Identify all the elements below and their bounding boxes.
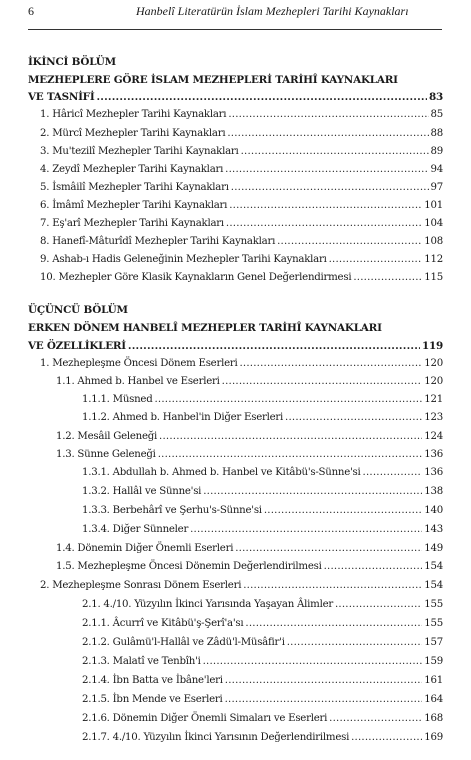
page-ref: 85 bbox=[430, 109, 443, 120]
toc-entry[interactable] bbox=[82, 467, 443, 478]
toc-entry-title: 1.4. Dönemin Diğer Önemli Eserleri bbox=[56, 543, 234, 554]
page-ref: 136 bbox=[424, 467, 443, 478]
page-ref: 161 bbox=[424, 675, 443, 686]
toc-entry[interactable] bbox=[40, 272, 443, 283]
toc-entry-title: 2.1.4. İbn Batta ve İbâne'leri bbox=[82, 675, 223, 686]
toc-entry[interactable] bbox=[82, 412, 443, 423]
page-ref: 149 bbox=[424, 543, 443, 554]
leader-dots bbox=[277, 236, 422, 247]
toc-entry-title: 10. Mezhepler Göre Klasik Kaynakların Genel Değerlendirmesi bbox=[40, 272, 352, 283]
toc-entry[interactable] bbox=[56, 376, 443, 387]
toc-entry[interactable] bbox=[40, 218, 443, 229]
toc-entry-title: 5. İsmâilî Mezhepler Tarihi Kaynakları bbox=[40, 182, 229, 193]
section-title-row[interactable] bbox=[28, 340, 443, 352]
toc-entry-title: 6. İmâmî Mezhepler Tarihi Kaynakları bbox=[40, 200, 228, 211]
toc-entry-title: 2. Mürcî Mezhepler Tarihi Kaynakları bbox=[40, 128, 226, 139]
leader-dots bbox=[226, 218, 422, 229]
toc-entry[interactable] bbox=[82, 524, 443, 535]
page-header bbox=[0, 4, 471, 24]
leader-dots bbox=[329, 254, 423, 265]
toc-entry-title: 7. Eş'arî Mezhepler Tarihi Kaynakları bbox=[40, 218, 224, 229]
leader-dots bbox=[285, 412, 422, 423]
toc-entry-title: 2.1.6. Dönemin Diğer Önemli Simaları ve Eserleri bbox=[82, 713, 328, 724]
leader-dots bbox=[203, 486, 422, 497]
page-ref: 157 bbox=[424, 637, 443, 648]
toc-entry[interactable] bbox=[82, 599, 443, 610]
leader-dots bbox=[225, 694, 423, 705]
toc-entry-title: 1.5. Mezhepleşme Öncesi Dönemin Değerlendirilmesi bbox=[56, 561, 322, 572]
leader-dots bbox=[222, 376, 423, 387]
section-label: ÜÇÜNCÜ BÖLÜM bbox=[28, 304, 128, 316]
toc-entry[interactable] bbox=[82, 637, 443, 648]
leader-dots bbox=[243, 580, 422, 591]
toc-entry-title: 1.3.2. Hallâl ve Sünne'si bbox=[82, 486, 202, 497]
leader-dots bbox=[159, 431, 422, 442]
toc-entry[interactable] bbox=[82, 694, 443, 705]
page-ref: 136 bbox=[424, 449, 443, 460]
toc-entry[interactable] bbox=[40, 236, 443, 247]
toc-entry-title: 1.1.2. Ahmed b. Hanbel'in Diğer Eserleri bbox=[82, 412, 284, 423]
toc-entry[interactable] bbox=[40, 182, 443, 193]
toc-entry-title: 2.1.3. Malatî ve Tenbîh'i bbox=[82, 656, 201, 667]
page-ref: 101 bbox=[424, 200, 443, 211]
toc-entry[interactable] bbox=[82, 675, 443, 686]
toc-entry-title: 4. Zeydî Mezhepler Tarihi Kaynakları bbox=[40, 164, 224, 175]
toc-entry-title: 2.1.2. Gulâmü'l-Hallâl ve Zâdü'l-Müsâfir'i bbox=[82, 637, 285, 648]
leader-dots bbox=[154, 394, 422, 405]
page-ref: 121 bbox=[424, 394, 443, 405]
toc-entry-title: 1.2. Mesâil Geleneği bbox=[56, 431, 158, 442]
page-ref: 164 bbox=[424, 694, 443, 705]
leader-dots bbox=[225, 675, 423, 686]
leader-dots bbox=[329, 713, 422, 724]
page-ref: 143 bbox=[424, 524, 443, 535]
leader-dots bbox=[231, 182, 429, 193]
toc-entry[interactable] bbox=[40, 580, 443, 591]
toc-entry-title: 1.3.4. Diğer Sünneler bbox=[82, 524, 189, 535]
section-title-cont: VE ÖZELLİKLERİ bbox=[28, 340, 126, 352]
page-ref: 97 bbox=[430, 182, 443, 193]
page-ref: 94 bbox=[430, 164, 443, 175]
page-ref: 104 bbox=[424, 218, 443, 229]
page-ref: 154 bbox=[424, 580, 443, 591]
page-ref: 108 bbox=[424, 236, 443, 247]
toc-entry[interactable] bbox=[56, 431, 443, 442]
toc-entry[interactable] bbox=[40, 254, 443, 265]
leader-dots bbox=[241, 146, 429, 157]
page-ref: 115 bbox=[424, 272, 443, 283]
section-title-row[interactable] bbox=[28, 91, 443, 103]
leader-dots bbox=[264, 505, 422, 516]
page-ref: 155 bbox=[424, 599, 443, 610]
page-ref: 159 bbox=[424, 656, 443, 667]
leader-dots bbox=[239, 358, 422, 369]
toc-entry[interactable] bbox=[40, 200, 443, 211]
page-ref: 88 bbox=[430, 128, 443, 139]
toc-entry[interactable] bbox=[40, 146, 443, 157]
toc-entry-title: 1.3. Sünne Geleneği bbox=[56, 449, 156, 460]
page-ref: 154 bbox=[424, 561, 443, 572]
leader-dots bbox=[229, 200, 422, 211]
toc-entry-title: 1.3.1. Abdullah b. Ahmed b. Hanbel ve Kitâbü's-Sünne'si bbox=[82, 467, 361, 478]
page-number: 6 bbox=[28, 4, 34, 18]
toc-entry[interactable] bbox=[82, 732, 443, 743]
toc-entry-title: 1.3.3. Berbehârî ve Şerhu's-Sünne'si bbox=[82, 505, 262, 516]
toc-entry-title: 2. Mezhepleşme Sonrası Dönem Eserleri bbox=[40, 580, 242, 591]
page-ref: 112 bbox=[424, 254, 443, 265]
leader-dots bbox=[96, 91, 427, 103]
page-ref: 169 bbox=[424, 732, 443, 743]
toc-entry-title: 1. Hâricî Mezhepler Tarihi Kaynakları bbox=[40, 109, 227, 120]
toc-entry-title: 8. Hanefî-Mâturîdî Mezhepler Tarihi Kaynakları bbox=[40, 236, 276, 247]
toc-entry[interactable] bbox=[56, 561, 443, 572]
leader-dots bbox=[128, 340, 420, 352]
toc-entry-title: 2.1.5. İbn Mende ve Eserleri bbox=[82, 694, 223, 705]
page-ref: 119 bbox=[422, 340, 443, 352]
page-ref: 138 bbox=[424, 486, 443, 497]
toc-entry[interactable] bbox=[40, 164, 443, 175]
toc-entry[interactable] bbox=[82, 713, 443, 724]
toc-entry-title: 1.1.1. Müsned bbox=[82, 394, 153, 405]
leader-dots bbox=[227, 128, 428, 139]
toc-entry[interactable] bbox=[56, 449, 443, 460]
page-ref: 120 bbox=[424, 376, 443, 387]
section-title: MEZHEPLERE GÖRE İSLAM MEZHEPLERİ TARİHÎ KAYNAKLARI bbox=[28, 74, 398, 86]
section-title: ERKEN DÖNEM HANBELÎ MEZHEPLER TARİHÎ KAYNAKLARI bbox=[28, 322, 382, 334]
header-rule bbox=[28, 29, 442, 30]
toc-entry-title: 3. Mu'tezilî Mezhepler Tarihi Kaynakları bbox=[40, 146, 239, 157]
page-ref: 89 bbox=[430, 146, 443, 157]
running-title: Hanbelî Literatürün İslam Mezhepleri Tarihi Kaynakları bbox=[136, 4, 409, 18]
leader-dots bbox=[287, 637, 423, 648]
toc-entry[interactable] bbox=[82, 618, 443, 629]
leader-dots bbox=[351, 732, 422, 743]
section-label: İKİNCİ BÖLÜM bbox=[28, 56, 116, 68]
toc-entry-title: 1. Mezhepleşme Öncesi Dönem Eserleri bbox=[40, 358, 238, 369]
leader-dots bbox=[225, 164, 428, 175]
page-ref: 120 bbox=[424, 358, 443, 369]
leader-dots bbox=[353, 272, 422, 283]
toc-entry-title: 2.1.1. Âcurrî ve Kitâbü'ş-Şerî'a'sı bbox=[82, 618, 244, 629]
toc-entry[interactable] bbox=[56, 543, 443, 554]
toc-entry-title: 2.1. 4./10. Yüzyılın İkinci Yarısında Yaşayan Âlimler bbox=[82, 599, 333, 610]
toc-entry[interactable] bbox=[40, 128, 443, 139]
leader-dots bbox=[228, 109, 428, 120]
leader-dots bbox=[203, 656, 423, 667]
toc-entry[interactable] bbox=[82, 656, 443, 667]
toc-entry[interactable] bbox=[40, 358, 443, 369]
toc-entry[interactable] bbox=[40, 109, 443, 120]
page-ref: 123 bbox=[424, 412, 443, 423]
toc-entry[interactable] bbox=[82, 505, 443, 516]
leader-dots bbox=[235, 543, 422, 554]
toc-entry[interactable] bbox=[82, 486, 443, 497]
page-ref: 140 bbox=[424, 505, 443, 516]
page-ref: 155 bbox=[424, 618, 443, 629]
leader-dots bbox=[158, 449, 423, 460]
leader-dots bbox=[190, 524, 422, 535]
toc-entry-title: 1.1. Ahmed b. Hanbel ve Eserleri bbox=[56, 376, 220, 387]
leader-dots bbox=[363, 467, 423, 478]
leader-dots bbox=[335, 599, 422, 610]
page-ref: 124 bbox=[424, 431, 443, 442]
leader-dots bbox=[324, 561, 423, 572]
toc-entry[interactable] bbox=[82, 394, 443, 405]
page-ref: 168 bbox=[424, 713, 443, 724]
section-title-cont: VE TASNİFİ bbox=[28, 91, 95, 103]
leader-dots bbox=[245, 618, 422, 629]
toc-entry-title: 2.1.7. 4./10. Yüzyılın İkinci Yarısının Değerlendirilmesi bbox=[82, 732, 350, 743]
page-ref: 83 bbox=[429, 91, 443, 103]
toc-entry-title: 9. Ashab-ı Hadis Geleneğinin Mezhepler Tarihi Kaynakları bbox=[40, 254, 327, 265]
